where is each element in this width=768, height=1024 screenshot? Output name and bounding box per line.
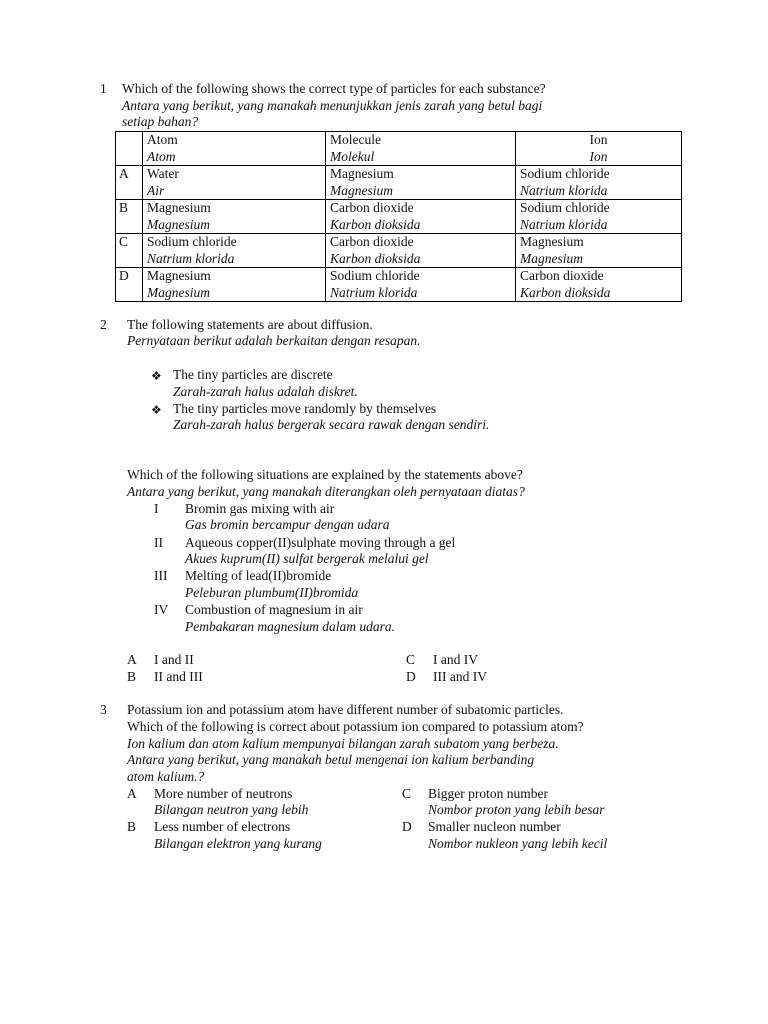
table-row	[116, 234, 682, 268]
question-1-stem-malay: Antara yang berikut, yang manakah menunjukkan jenis zarah yang betul bagi	[122, 98, 543, 113]
row-molecule-en: Sodium chloride	[330, 268, 420, 283]
option-text-malay: Bilangan neutron yang lebih	[154, 802, 309, 817]
header-atom-ms: Atom	[147, 148, 176, 164]
item-text: Combustion of magnesium in air	[185, 602, 363, 617]
option-text-malay: Bilangan elektron yang kurang	[154, 836, 322, 851]
row-ion-ms: Natrium klorida	[520, 216, 608, 232]
row-atom-en: Sodium chloride	[147, 234, 237, 249]
option-text: III and IV	[433, 669, 487, 684]
row-molecule	[326, 166, 516, 200]
item-text: Melting of lead(II)bromide	[185, 568, 332, 583]
option-label: C	[402, 786, 412, 801]
row-ion-ms: Karbon dioksida	[520, 284, 611, 300]
row-molecule-ms: Magnesium	[330, 182, 393, 198]
row-atom	[143, 200, 326, 234]
row-molecule-en: Carbon dioxide	[330, 200, 414, 215]
option-text: Bigger proton number	[428, 786, 548, 801]
row-atom-ms: Air	[147, 182, 165, 198]
statement-1: The tiny particles are discrete	[173, 367, 333, 382]
row-label: D	[116, 268, 143, 302]
row-atom-ms: Natrium klorida	[147, 250, 235, 266]
item-roman: III	[154, 568, 168, 583]
table-row	[116, 268, 682, 302]
question-1-stem-malay-cont: setiap bahan?	[122, 114, 199, 129]
question-3-stem-malay: Ion kalium dan atom kalium mempunyai bilangan zarah subatom yang berbeza.	[127, 736, 559, 751]
header-molecule-en: Molecule	[330, 132, 381, 147]
row-ion-en: Magnesium	[520, 234, 584, 249]
row-atom-ms: Magnesium	[147, 216, 210, 232]
item-text-malay: Akues kuprum(II) sulfat bergerak melalui gel	[185, 551, 429, 566]
option-text: I and IV	[433, 652, 478, 667]
row-molecule-en: Magnesium	[330, 166, 394, 181]
row-molecule-ms: Karbon dioksida	[330, 216, 421, 232]
row-molecule	[326, 268, 516, 302]
table-header-atom	[143, 132, 326, 166]
row-atom	[143, 234, 326, 268]
row-molecule-en: Carbon dioxide	[330, 234, 414, 249]
row-atom-en: Magnesium	[147, 268, 211, 283]
header-ion-ms: Ion	[589, 148, 608, 164]
particles-table	[115, 131, 682, 302]
row-ion	[516, 166, 682, 200]
question-2-number: 2	[100, 317, 107, 332]
question-2-intro-malay: Pernyataan berikut adalah berkaitan dengan resapan.	[127, 333, 421, 348]
question-3-stem: Potassium ion and potassium atom have different number of subatomic particles.	[127, 702, 564, 717]
question-1-stem: Which of the following shows the correct type of particles for each substance?	[122, 81, 546, 96]
statement-2: The tiny particles move randomly by themselves	[173, 401, 437, 416]
question-3-number: 3	[100, 702, 107, 717]
option-label: B	[127, 669, 137, 684]
item-text-malay: Pembakaran magnesium dalam udara.	[185, 619, 395, 634]
statement-1-malay: Zarah-zarah halus adalah diskret.	[173, 384, 358, 399]
question-2-stem: Which of the following situations are explained by the statements above?	[127, 467, 523, 482]
row-atom-en: Magnesium	[147, 200, 211, 215]
row-ion-en: Carbon dioxide	[520, 268, 604, 283]
question-3-stem-cont: Which of the following is correct about potassium ion compared to potassium atom?	[127, 719, 584, 734]
row-label: B	[116, 200, 143, 234]
table-row	[116, 166, 682, 200]
table-header-molecule	[326, 132, 516, 166]
item-text-malay: Peleburan plumbum(II)bromida	[185, 585, 359, 600]
row-ion	[516, 200, 682, 234]
item-text: Bromin gas mixing with air	[185, 501, 335, 516]
diamond-bullet-icon: ❖	[151, 403, 162, 417]
table-row	[116, 200, 682, 234]
option-text: More number of neutrons	[154, 786, 293, 801]
row-atom	[143, 166, 326, 200]
option-label: C	[406, 652, 416, 667]
option-text: Less number of electrons	[154, 819, 291, 834]
table-header-ion	[516, 132, 682, 166]
row-atom-en: Water	[147, 166, 179, 181]
table-cell-blank	[116, 132, 143, 166]
question-2-intro: The following statements are about diffusion.	[127, 317, 373, 332]
item-roman: I	[154, 501, 159, 516]
row-label: A	[116, 166, 143, 200]
item-roman: IV	[154, 602, 169, 617]
question-3-stem-malay-end: atom kalium.?	[127, 769, 205, 784]
diamond-bullet-icon: ❖	[151, 369, 162, 383]
option-label: A	[127, 786, 137, 801]
table-header-row	[116, 132, 682, 166]
row-molecule-ms: Karbon dioksida	[330, 250, 421, 266]
option-text-malay: Nombor proton yang lebih besar	[428, 802, 605, 817]
option-text-malay: Nombor nukleon yang lebih kecil	[428, 836, 608, 851]
header-atom-en: Atom	[147, 132, 178, 147]
row-ion-ms: Magnesium	[520, 250, 583, 266]
option-text: Smaller nucleon number	[428, 819, 561, 834]
question-2-stem-malay: Antara yang berikut, yang manakah diterangkan oleh pernyataan diatas?	[127, 484, 525, 499]
row-label: C	[116, 234, 143, 268]
option-label: D	[402, 819, 412, 834]
statement-2-malay: Zarah-zarah halus bergerak secara rawak dengan sendiri.	[173, 417, 490, 432]
row-ion	[516, 234, 682, 268]
row-ion-ms: Natrium klorida	[520, 182, 608, 198]
row-molecule	[326, 200, 516, 234]
item-text: Aqueous copper(II)sulphate moving through a gel	[185, 535, 456, 550]
row-ion-en: Sodium chloride	[520, 200, 610, 215]
item-text-malay: Gas bromin bercampur dengan udara	[185, 517, 390, 532]
header-molecule-ms: Molekul	[330, 148, 375, 164]
option-label: D	[406, 669, 416, 684]
option-text: I and II	[154, 652, 194, 667]
header-ion-en: Ion	[589, 132, 608, 147]
row-molecule	[326, 234, 516, 268]
row-ion-en: Sodium chloride	[520, 166, 610, 181]
item-roman: II	[154, 535, 163, 550]
option-label: B	[127, 819, 137, 834]
option-text: II and III	[154, 669, 203, 684]
row-atom	[143, 268, 326, 302]
option-label: A	[127, 652, 137, 667]
row-atom-ms: Magnesium	[147, 284, 210, 300]
question-3-stem-malay-cont: Antara yang berikut, yang manakah betul mengenai ion kalium berbanding	[127, 752, 535, 767]
row-ion	[516, 268, 682, 302]
row-molecule-ms: Natrium klorida	[330, 284, 418, 300]
question-1-number: 1	[100, 81, 107, 96]
